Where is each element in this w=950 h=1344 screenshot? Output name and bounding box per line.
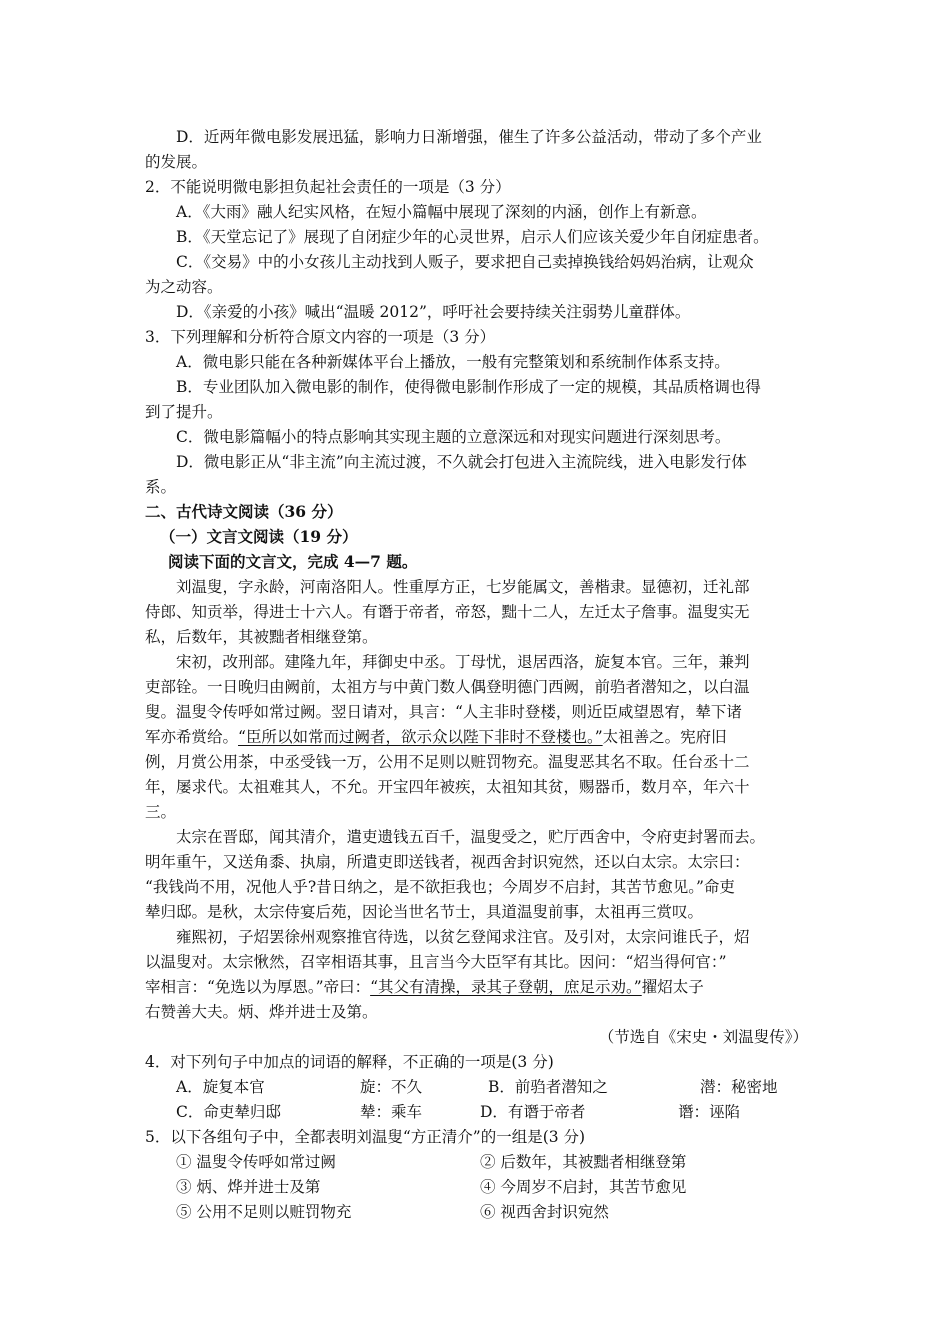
q5-option-5: ⑤ 公用不足则以赃罚物充 (176, 1203, 352, 1221)
passage-p2-line3: 叟。温叟令传呼如常过阙。翌日请对，具言：“人主非时登楼，则近臣咸望恩宥，辇下诸 (145, 703, 742, 721)
q2-option-c-cont: 为之动容。 (145, 278, 223, 296)
passage-p2-line1: 宋初，改刑部。建隆九年，拜御史中丞。丁母忧，退居西洛，旋复本官。三年，兼判 (176, 653, 750, 671)
passage-p2-line6: 年，屡求代。太祖难其人，不允。开宝四年被疾，太祖知其贫，赐器币，数月卒，年六十 (145, 778, 750, 796)
q4-option-a: A．旋复本官 (176, 1078, 265, 1096)
q1-option-d-cont: 的发展。 (145, 153, 208, 171)
passage-p3-line3: “我钱尚不用，况他人乎?昔日纳之，是不欲拒我也；今周岁不启封，其苦节愈见。”命吏 (145, 878, 735, 896)
q2-option-c: C．《交易》中的小女孩儿主动找到人贩子，要求把自己卖掉换钱给妈妈治病，让观众 (176, 253, 754, 271)
q4-option-c: C．命吏辇归邸 (176, 1103, 281, 1121)
passage-p2-line4-end: 太祖善之。宪府旧 (602, 728, 727, 746)
q2-option-b: B．《天堂忘记了》展现了自闭症少年的心灵世界，启示人们应该关爱少年自闭症患者。 (176, 228, 769, 246)
q5-stem: 5．以下各组句子中，全都表明刘温叟“方正清介”的一组是(3 分) (145, 1128, 586, 1146)
passage-p3-line2: 明年重午，又送角黍、执扇，所遣吏即送钱者，视西舍封识宛然，还以白太宗。太宗曰： (145, 853, 750, 871)
passage-p2-line4-start: 军亦希赏给。 (145, 728, 239, 746)
passage-p2-line5: 例，月赏公用茶，中丞受钱一万，公用不足则以赃罚物充。温叟恶其名不取。任台丞十二 (145, 753, 750, 771)
q5-option-1: ① 温叟令传呼如常过阙 (176, 1153, 336, 1171)
section-2-subtitle: （一）文言文阅读（19 分） (160, 527, 358, 546)
passage-p3-line1: 太宗在晋邸，闻其清介，遣吏遗钱五百千，温叟受之，贮厅西舍中，令府吏封署而去。 (176, 828, 766, 846)
q2-option-a: A．《大雨》融人纪实风格，在短小篇幅中展现了深刻的内涵，创作上有新意。 (176, 203, 707, 221)
underlined-quote-2: “其父有清操，录其子登朝，庶足示劝。” (370, 978, 642, 996)
q4-option-b-gloss: 潜：秘密地 (700, 1078, 778, 1096)
q3-stem: 3．下列理解和分析符合原文内容的一项是（3 分） (145, 328, 496, 346)
passage-p1-line2: 侍郎、知贡举，得进士十六人。有谮于帝者，帝怒，黜十二人，左迁太子詹事。温叟实无 (145, 603, 750, 621)
q3-option-b: B．专业团队加入微电影的制作，使得微电影制作形成了一定的规模，其品质格调也得 (176, 378, 761, 396)
q4-option-d-gloss: 谮：诬陷 (678, 1103, 741, 1121)
q2-option-d: D．《亲爱的小孩》喊出“温暖 2012”，呼吁社会要持续关注弱势儿童群体。 (176, 303, 691, 321)
passage-source: （节选自《宋史・刘温叟传》） (598, 1028, 808, 1046)
passage-p2-line2: 吏部铨。一日晚归由阙前，太祖方与中黄门数人偶登明德门西阙，前驺者潜知之，以白温 (145, 678, 750, 696)
passage-p4-line4: 右赞善大夫。炳、烨并进士及第。 (145, 1003, 378, 1021)
passage-p1-line3: 私，后数年，其被黜者相继登第。 (145, 628, 378, 646)
passage-p3-line4: 辇归邸。是秋，太宗侍宴后苑，因论当世名节士，具道温叟前事，太祖再三赏叹。 (145, 903, 704, 921)
q3-option-a: A．微电影只能在各种新媒体平台上播放，一般有完整策划和系统制作体系支持。 (176, 353, 730, 371)
q3-option-d: D．微电影正从“非主流”向主流过渡，不久就会打包进入主流院线，进入电影发行体 (176, 453, 747, 471)
underlined-quote-1: “臣所以如常而过阙者，欲示众以陛下非时不登楼也。” (238, 728, 603, 746)
passage-p2-line7: 三。 (145, 803, 177, 821)
passage-p4-line3-start: 宰相言：“免选以为厚恩。”帝曰： (145, 978, 371, 996)
q4-option-b: B．前驺者潜知之 (488, 1078, 608, 1096)
q3-option-d-cont: 系。 (145, 478, 177, 496)
section-2-instruction: 阅读下面的文言文，完成 4—7 题。 (168, 552, 418, 571)
section-2-title: 二、古代诗文阅读（36 分） (145, 502, 343, 521)
passage-p2-line4 (145, 726, 727, 748)
passage-p4-line2: 以温叟对。太宗愀然，召宰相语其事，且言当今大臣罕有其比。因问：“炤当得何官：” (145, 953, 727, 971)
passage-p1-line1: 刘温叟，字永龄，河南洛阳人。性重厚方正，七岁能属文，善楷隶。显德初，迁礼部 (176, 578, 750, 596)
q2-stem: 2．不能说明微电影担负起社会责任的一项是（3 分） (145, 178, 511, 196)
q5-option-2: ② 后数年，其被黜者相继登第 (480, 1153, 687, 1171)
q4-option-c-gloss: 辇：乘车 (360, 1103, 423, 1121)
q3-option-b-cont: 到了提升。 (145, 403, 223, 421)
passage-p4-line3-end: 擢炤太子 (641, 978, 704, 996)
q1-option-d: D．近两年微电影发展迅猛，影响力日渐增强，催生了许多公益活动，带动了多个产业 (176, 128, 762, 146)
q4-option-d: D．有谮于帝者 (480, 1103, 586, 1121)
passage-p4-line3 (145, 976, 704, 998)
q5-option-6: ⑥ 视西舍封识宛然 (480, 1203, 609, 1221)
q4-option-a-gloss: 旋：不久 (360, 1078, 423, 1096)
q3-option-c: C．微电影篇幅小的特点影响其实现主题的立意深远和对现实问题进行深刻思考。 (176, 428, 731, 446)
q4-stem: 4．对下列句子中加点的词语的解释，不正确的一项是(3 分) (145, 1053, 554, 1071)
q5-option-3: ③ 炳、烨并进士及第 (176, 1178, 321, 1196)
q5-option-4: ④ 今周岁不启封，其苦节愈见 (480, 1178, 687, 1196)
passage-p4-line1: 雍熙初，子炤罢徐州观察推官待选，以贫乞登闻求注官。及引对，太宗问谁氏子，炤 (176, 928, 750, 946)
